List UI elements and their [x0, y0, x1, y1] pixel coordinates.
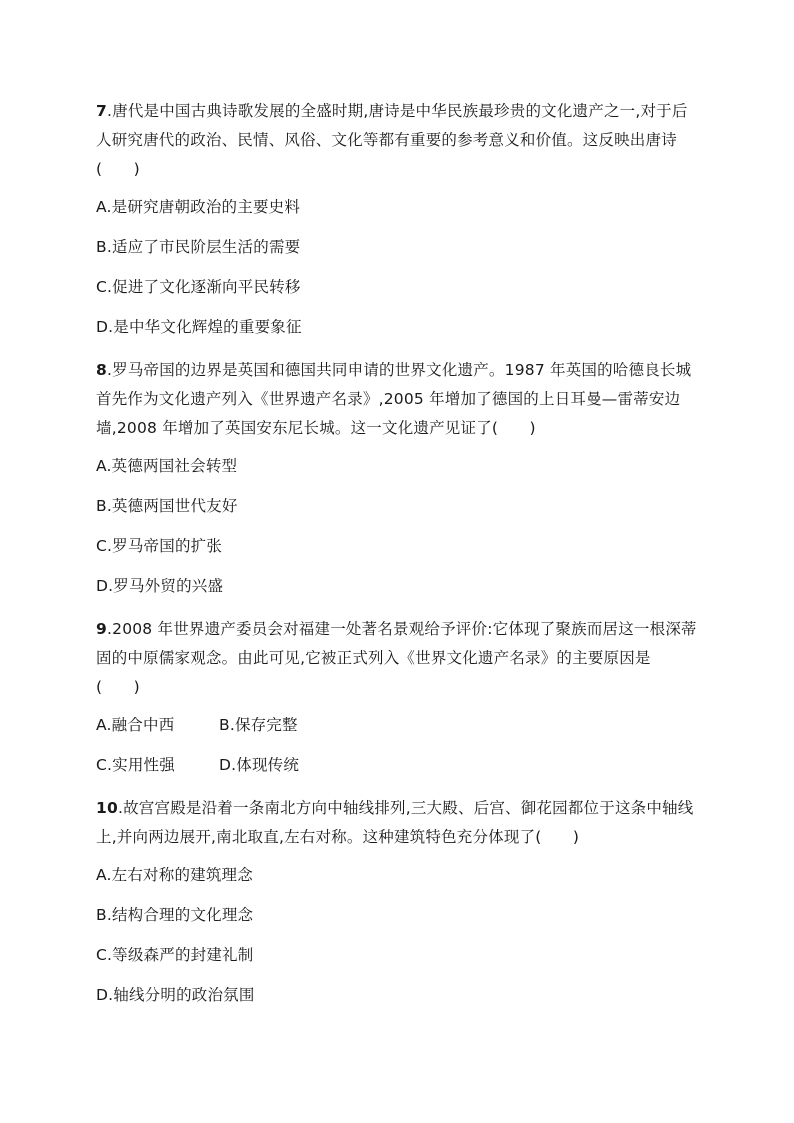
question-number: 8 [96, 361, 107, 379]
stem-line: 墙,2008 年增加了英国安东尼长城。这一文化遗产见证了( ) [96, 419, 536, 437]
option-d: D.体现传统 [219, 756, 300, 774]
stem-line: ( ) [96, 678, 140, 696]
question-9-stem [96, 615, 702, 702]
question-7 [96, 97, 702, 338]
stem-line: 首先作为文化遗产列入《世界遗产名录》,2005 年增加了德国的上日耳曼—雷蒂安边 [96, 390, 681, 408]
question-10-stem [96, 794, 702, 852]
stem-line: .唐代是中国古典诗歌发展的全盛时期,唐诗是中华民族最珍贵的文化遗产之一,对于后 [107, 102, 688, 120]
stem-line: 固的中原儒家观念。由此可见,它被正式列入《世界文化遗产名录》的主要原因是 [96, 649, 651, 667]
question-number: 9 [96, 620, 107, 638]
stem-line: .2008 年世界遗产委员会对福建一处著名景观给予评价:它体现了聚族而居这一根深蒂 [107, 620, 697, 638]
option-b: B.适应了市民阶层生活的需要 [96, 238, 301, 256]
question-8 [96, 356, 702, 597]
question-7-stem [96, 97, 702, 184]
stem-line: ( ) [96, 160, 140, 178]
stem-line: .罗马帝国的边界是英国和德国共同申请的世界文化遗产。1987 年英国的哈德良长城 [107, 361, 692, 379]
option-d: D.是中华文化辉煌的重要象征 [96, 318, 302, 336]
stem-line: 上,并向两边展开,南北取直,左右对称。这种建筑特色充分体现了( ) [96, 828, 580, 846]
stem-line: .故宫宫殿是沿着一条南北方向中轴线排列,三大殿、后宫、御花园都位于这条中轴线 [117, 799, 694, 817]
option-c: C.促进了文化逐渐向平民转移 [96, 278, 301, 296]
option-d: D.罗马外贸的兴盛 [96, 577, 224, 595]
option-row [96, 714, 702, 736]
option-c: C.等级森严的封建礼制 [96, 946, 254, 964]
question-10 [96, 794, 702, 1006]
option-c: C.罗马帝国的扩张 [96, 537, 223, 555]
option-a: A.是研究唐朝政治的主要史料 [96, 198, 301, 216]
option-b: B.保存完整 [219, 716, 298, 734]
option-a: A.英德两国社会转型 [96, 457, 238, 475]
option-a: A.融合中西 [96, 716, 175, 734]
question-number: 7 [96, 102, 107, 120]
option-c: C.实用性强 [96, 756, 175, 774]
option-a: A.左右对称的建筑理念 [96, 866, 253, 884]
option-d: D.轴线分明的政治氛围 [96, 986, 255, 1004]
option-row [96, 754, 702, 776]
option-b: B.结构合理的文化理念 [96, 906, 254, 924]
question-number: 10 [96, 799, 118, 817]
question-8-stem [96, 356, 702, 443]
stem-line: 人研究唐代的政治、民情、风俗、文化等都有重要的参考意义和价值。这反映出唐诗 [96, 131, 677, 149]
question-list [96, 88, 702, 1024]
question-9 [96, 615, 702, 776]
option-b: B.英德两国世代友好 [96, 497, 238, 515]
